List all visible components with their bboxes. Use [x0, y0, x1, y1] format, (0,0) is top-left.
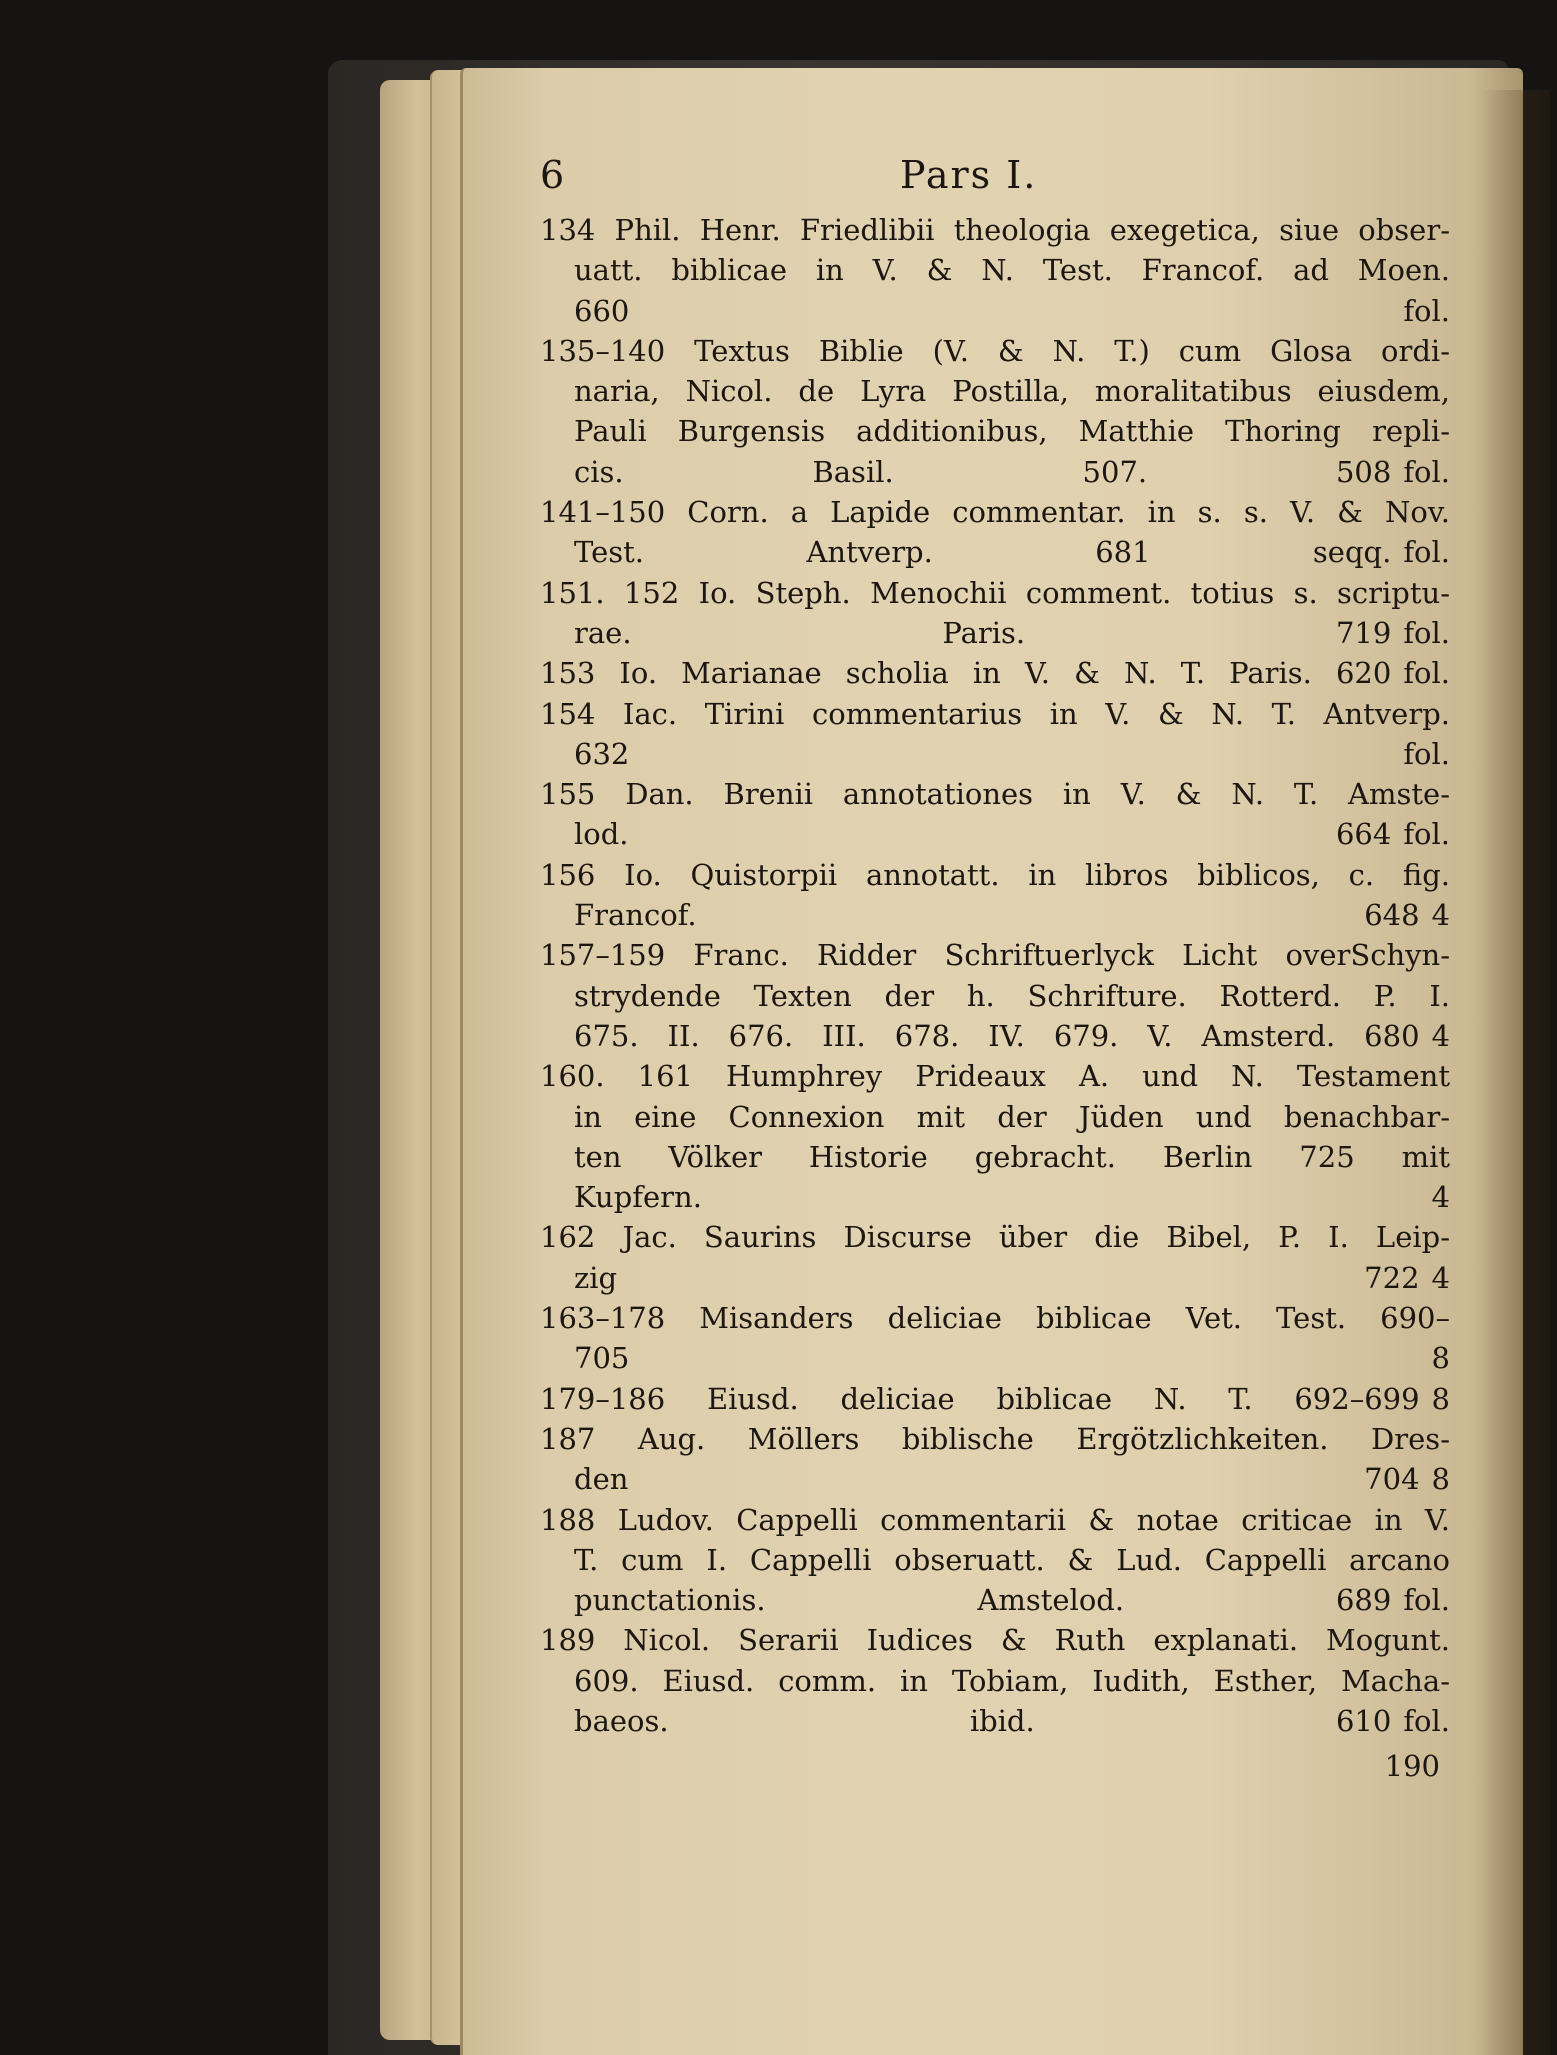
catalog-line-text: 705: [574, 1341, 630, 1376]
catalog-line-text: baeos. ibid. 610: [574, 1703, 1392, 1738]
catalog-line-format: fol.: [1403, 535, 1450, 570]
catalog-line-text: 675. II. 676. III. 678. IV. 679. V. Amsterd. 680: [574, 1018, 1420, 1053]
catalog-line-text: den 704: [574, 1462, 1420, 1497]
catalog-line: [540, 1540, 1450, 1580]
catalog-line-format: 4: [1431, 1018, 1450, 1053]
catalog-line: [540, 210, 1450, 250]
catalog-line-text: 157–159 Franc. Ridder Schriftuerlyck Licht overSchyn-: [540, 938, 1450, 973]
catalog-line: [540, 976, 1450, 1016]
catalog-line-text: 632: [574, 736, 630, 771]
catalog-line: [540, 1298, 1450, 1338]
catalog-line-text: naria, Nicol. de Lyra Postilla, moralitatibus eiusdem,: [574, 374, 1450, 409]
catalog-line: [540, 291, 1450, 331]
catalog-line-text: lod. 664: [574, 817, 1392, 852]
catalog-line-text: zig 722: [574, 1260, 1420, 1295]
catalog-line: [540, 250, 1450, 290]
catalog-line-format: 4: [1431, 1260, 1450, 1295]
running-header: [540, 140, 1450, 210]
catalog-line: [540, 694, 1450, 734]
catalog-line-text: strydende Texten der h. Schrifture. Rotterd. P. I.: [574, 978, 1450, 1013]
catalog-line-format: 8: [1431, 1341, 1450, 1376]
catalog-line-text: 155 Dan. Brenii annotationes in V. & N. T. Amste-: [540, 777, 1450, 812]
catalog-line: [540, 532, 1450, 572]
catalog-line-format: fol.: [1403, 1703, 1450, 1738]
catalog-line: [540, 1338, 1450, 1378]
catalog-line: [540, 492, 1450, 532]
catalog-line-format: 4: [1431, 898, 1450, 933]
catalog-line: [540, 452, 1450, 492]
page-title: Pars I.: [900, 153, 1038, 197]
catalog-line-format: fol.: [1403, 454, 1450, 489]
catalog-line: [540, 1500, 1450, 1540]
catalog-line-format: fol.: [1403, 736, 1450, 771]
catalog-line-text: 188 Ludov. Cappelli commentarii & notae criticae in V.: [540, 1502, 1450, 1537]
page-number: 6: [540, 153, 565, 197]
catalog-line: [540, 935, 1450, 975]
catalog-line-text: cis. Basil. 507. 508: [574, 454, 1392, 489]
catalog-line: [540, 1217, 1450, 1257]
catalog-line: [540, 1661, 1450, 1701]
catalog-line: [540, 573, 1450, 613]
catalog-line: [540, 1137, 1450, 1177]
catalog-line: [540, 1016, 1450, 1056]
catalog-line-text: 154 Iac. Tirini commentarius in V. & N. T. Antverp.: [540, 696, 1450, 731]
catalog-line: [540, 774, 1450, 814]
catalog-line-text: punctationis. Amstelod. 689: [574, 1583, 1392, 1618]
page-gutter-shadow: [1480, 90, 1550, 2055]
catalog-line-text: 134 Phil. Henr. Friedlibii theologia exegetica, siue obser-: [540, 213, 1450, 247]
page-text-block: [540, 140, 1450, 1791]
catalog-line: [540, 653, 1450, 693]
catalog-line: [540, 1177, 1450, 1217]
catalog-line-text: in eine Connexion mit der Jüden und benachbar-: [574, 1099, 1450, 1134]
catalog-line-text: 141–150 Corn. a Lapide commentar. in s. s. V. & Nov.: [540, 495, 1450, 530]
catalog-line: [540, 1379, 1450, 1419]
catalog-line-text: Pauli Burgensis additionibus, Matthie Thoring repli-: [574, 414, 1450, 449]
catalog-line: [540, 331, 1450, 371]
catalog-line-text: ten Völker Historie gebracht. Berlin 725 mit: [574, 1139, 1450, 1174]
catalog-line: [540, 814, 1450, 854]
catalog-line-format: fol.: [1403, 656, 1450, 691]
catalog-line-format: 8: [1431, 1462, 1450, 1497]
catalog-line: [540, 1620, 1450, 1660]
catalog-line-text: T. cum I. Cappelli obseruatt. & Lud. Cappelli arcano: [574, 1542, 1450, 1577]
catalog-line: [540, 1701, 1450, 1741]
catchword: 190: [1384, 1749, 1440, 1784]
catalog-line-format: 4: [1431, 1180, 1450, 1215]
catalog-line-text: Kupfern.: [574, 1180, 702, 1215]
catalog-line: [540, 1459, 1450, 1499]
catalog-line: [540, 1097, 1450, 1137]
catalog-line-text: Francof. 648: [574, 898, 1420, 933]
catalog-line: [540, 1419, 1450, 1459]
catalog-line-text: Test. Antverp. 681 seqq.: [574, 535, 1392, 570]
catalog-line: [540, 734, 1450, 774]
catalog-line-format: fol.: [1403, 1583, 1450, 1618]
catalog-line-text: 153 Io. Marianae scholia in V. & N. T. Paris. 620: [540, 656, 1392, 691]
catalog-line: [540, 1258, 1450, 1298]
catalog-line-format: 8: [1431, 1381, 1450, 1416]
catalog-line-text: uatt. biblicae in V. & N. Test. Francof. ad Moen.: [574, 253, 1450, 288]
catalog-line-text: 135–140 Textus Biblie (V. & N. T.) cum Glosa ordi-: [540, 333, 1450, 368]
catalog-line-format: fol.: [1403, 615, 1450, 650]
catalog-line: [540, 855, 1450, 895]
catalog-line-text: 151. 152 Io. Steph. Menochii comment. totius s. scriptu-: [540, 575, 1450, 610]
catalog-line-format: fol.: [1403, 817, 1450, 852]
catalog-line-text: 609. Eiusd. comm. in Tobiam, Iudith, Esther, Macha-: [574, 1663, 1450, 1698]
catalog-line-text: 660: [574, 293, 630, 328]
catalog-line-text: 163–178 Misanders deliciae biblicae Vet. Test. 690–: [540, 1301, 1450, 1336]
catalog-line: [540, 1056, 1450, 1096]
catalog-line-text: 189 Nicol. Serarii Iudices & Ruth explanati. Mogunt.: [540, 1623, 1450, 1658]
catalog-line-text: 179–186 Eiusd. deliciae biblicae N. T. 692–699: [540, 1381, 1420, 1416]
catalog-line-text: 160. 161 Humphrey Prideaux A. und N. Testament: [540, 1059, 1450, 1094]
catalog-line: [540, 411, 1450, 451]
catalog-entries: [540, 210, 1450, 1741]
catalog-line-format: fol.: [1403, 293, 1450, 328]
catalog-line: [540, 613, 1450, 653]
catalog-line-text: rae. Paris. 719: [574, 615, 1392, 650]
catalog-line-text: 162 Jac. Saurins Discurse über die Bibel, P. I. Leip-: [540, 1220, 1450, 1255]
catalog-line-text: 187 Aug. Möllers biblische Ergötzlichkeiten. Dres-: [540, 1421, 1450, 1456]
catalog-line-text: 156 Io. Quistorpii annotatt. in libros biblicos, c. fig.: [540, 857, 1450, 892]
catalog-line: [540, 371, 1450, 411]
catalog-line: [540, 1580, 1450, 1620]
catalog-line: [540, 895, 1450, 935]
